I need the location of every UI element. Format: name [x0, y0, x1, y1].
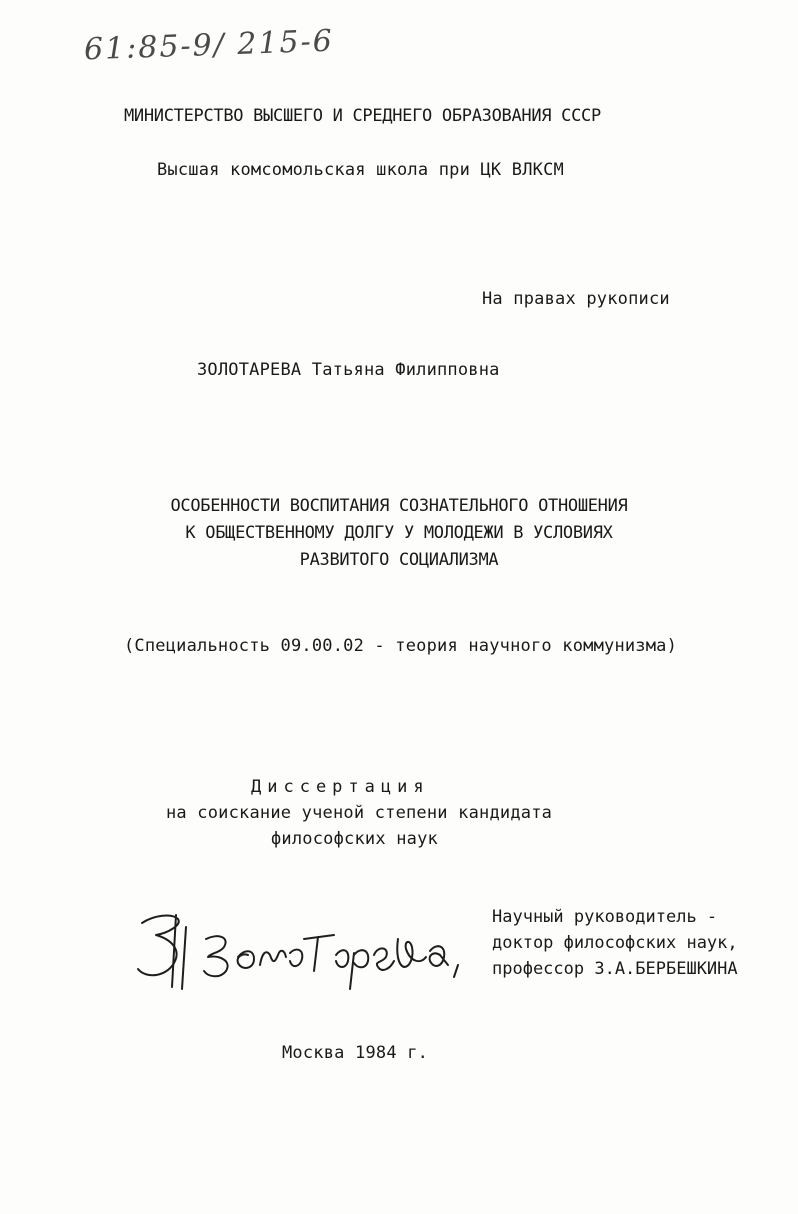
degree-line: на соискание ученой степени кандидата: [166, 803, 553, 823]
title-line-2: К ОБЩЕСТВЕННОМУ ДОЛГУ У МОЛОДЕЖИ В УСЛОВИЯХ: [185, 523, 613, 543]
dissertation-label: Диссертация: [251, 777, 430, 797]
school-name: Высшая комсомольская школа при ЦК ВЛКСМ: [157, 160, 564, 180]
specialty-line: (Специальность 09.00.02 - теория научного коммунизма): [124, 636, 678, 656]
supervisor-degree: доктор философских наук,: [492, 933, 738, 953]
archive-number: 61:85-9/ 215-6: [83, 23, 335, 68]
ministry-heading: МИНИСТЕРСТВО ВЫСШЕГО И СРЕДНЕГО ОБРАЗОВАНИЯ СССР: [124, 106, 601, 126]
author-signature: [128, 905, 468, 995]
field-line: философских наук: [271, 829, 438, 849]
title-line-1: ОСОБЕННОСТИ ВОСПИТАНИЯ СОЗНАТЕЛЬНОГО ОТНОШЕНИЯ: [170, 496, 628, 516]
supervisor-name: профессор З.А.БЕРБЕШКИНА: [492, 959, 738, 979]
author-name: ЗОЛОТАРЕВА Татьяна Филипповна: [197, 360, 500, 380]
manuscript-note: На правах рукописи: [482, 289, 670, 309]
supervisor-title: Научный руководитель -: [492, 907, 718, 927]
title-line-3: РАЗВИТОГО СОЦИАЛИЗМА: [299, 550, 499, 570]
supervisor-block: [492, 904, 738, 982]
place-year: Москва 1984 г.: [282, 1043, 429, 1063]
